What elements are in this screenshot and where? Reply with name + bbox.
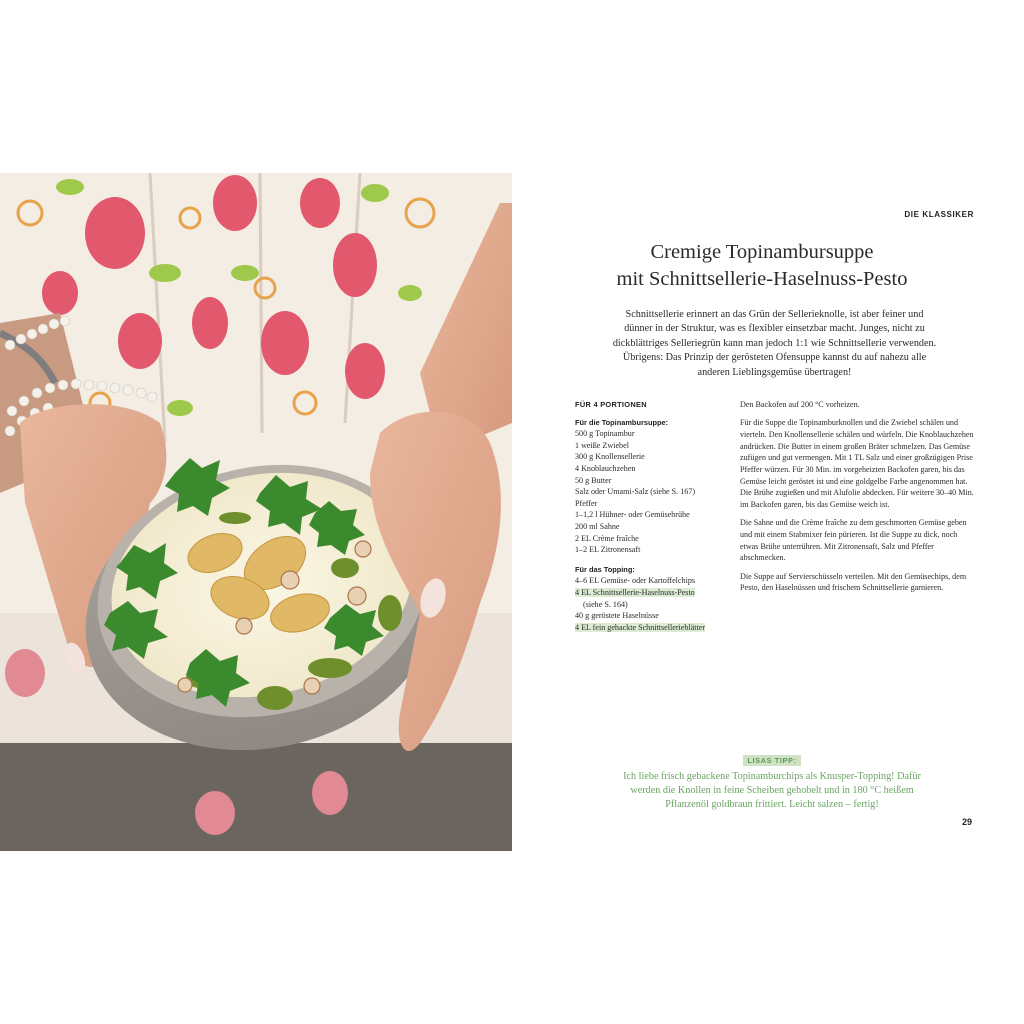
ingredient-item: 300 g Knollensellerie	[575, 452, 645, 462]
ingredients-list	[575, 399, 735, 633]
recipe-intro: Schnittsellerie erinnert an das Grün der Sellerieknolle, ist aber feiner und dünner in der Struktur, was es flexibler einsetzbar macht. Junges, nicht zu dickblättriges Selleriegrün kann man jedoch 1:1 wie Schnittsellerie verwenden. Übrigens: Das Prinzip der gerösteten Ofensuppe kannst du auf nahezu alle anderen Lieblingsgemüse übertragen!	[612, 309, 937, 378]
ingredient-item: 2 EL Crème fraîche	[575, 533, 639, 543]
servings-label: FÜR 4 PORTIONEN	[575, 400, 647, 409]
page-number: 29	[961, 817, 972, 827]
tip-box	[612, 750, 932, 813]
step-paragraph: Die Sahne und die Crème fraîche zu dem geschmorten Gemüse geben und mit einem Stabmixer fein pürieren. Ist die Suppe zu dick, noch etwas Brühe unterrühren. Mit Zitronensaft, Salz und Pfeffer abschmecken.	[740, 518, 967, 563]
recipe-photo	[0, 173, 512, 851]
recipe-page	[512, 173, 1024, 851]
step-paragraph: Den Backofen auf 200 °C vorheizen.	[740, 400, 860, 409]
ingredient-item: (siehe S. 164)	[583, 599, 628, 609]
ingredient-item: 1–2 EL Zitronensaft	[575, 545, 641, 555]
ingredient-item: 1–1,2 l Hühner- oder Gemüsebrühe	[575, 510, 690, 520]
ingredient-item-highlighted: 4 EL Schnittsellerie-Haselnuss-Pesto	[575, 587, 695, 597]
topping-ingredients-heading: Für das Topping:	[575, 564, 635, 574]
soup-ingredients-heading: Für die Topinambursuppe:	[575, 417, 669, 427]
recipe-title	[552, 239, 972, 293]
ingredient-item: Salz oder Umami-Salz (siehe S. 167)	[575, 487, 696, 497]
step-paragraph: Für die Suppe die Topinamburknollen und die Zwiebel schälen und vierteln. Den Knollensellerie schälen und würfeln. Die Knoblauchzehen andrücken. Die Butter in einem großen Bräter schmelzen. Das Gemüse zufügen und gut vermengen. Mit 1 TL Salz und einer großzügigen Prise Pfeffer würzen. Für 30 Min. im vorgeheizten Backofen garen, bis das Gemüse leicht geröstet ist und eine goldgelbe Farbe angenommen hat. Die Brühe zugießen und mit Alufolie abdecken. Für weitere 30–40 Min. im Backofen garen, bis das Gemüse weich ist.	[740, 418, 974, 510]
recipe-title-line-2: mit Schnittsellerie-Haselnuss-Pesto	[616, 268, 908, 290]
ingredient-item: Pfeffer	[575, 498, 598, 508]
tip-label: LISAS TIPP:	[743, 755, 800, 766]
preparation-steps	[740, 399, 976, 601]
recipe-title-line-1: Cremige Topinambursuppe	[650, 241, 874, 263]
ingredient-item: 50 g Butter	[575, 475, 612, 485]
ingredient-item: 4 Knoblauchzehen	[575, 463, 636, 473]
ingredient-item: 4–6 EL Gemüse- oder Kartoffelchips	[575, 576, 696, 586]
ingredient-item: 500 g Topinambur	[575, 429, 635, 439]
section-label: DIE KLASSIKER	[904, 210, 974, 219]
book-spread	[0, 173, 1024, 851]
ingredient-item: 200 ml Sahne	[575, 521, 620, 531]
tip-text: Ich liebe frisch gebackene Topinamburchips als Knusper-Topping! Dafür werden die Knollen in feine Scheiben gehobelt und in 180 °C heißem Pflanzenöl goldbraun frittiert. Leicht salzen – fertig!	[623, 771, 921, 811]
ingredient-item: 40 g geröstete Haselnüsse	[575, 611, 659, 621]
step-paragraph: Die Suppe auf Servierschüsseln verteilen. Mit den Gemüsechips, dem Pesto, den Haselnüssen und frischem Schnittsellerie garnieren.	[740, 571, 967, 593]
ingredient-item: 1 weiße Zwiebel	[575, 440, 629, 450]
ingredient-item-highlighted: 4 EL fein gehackte Schnittsellerieblätter	[575, 622, 706, 632]
